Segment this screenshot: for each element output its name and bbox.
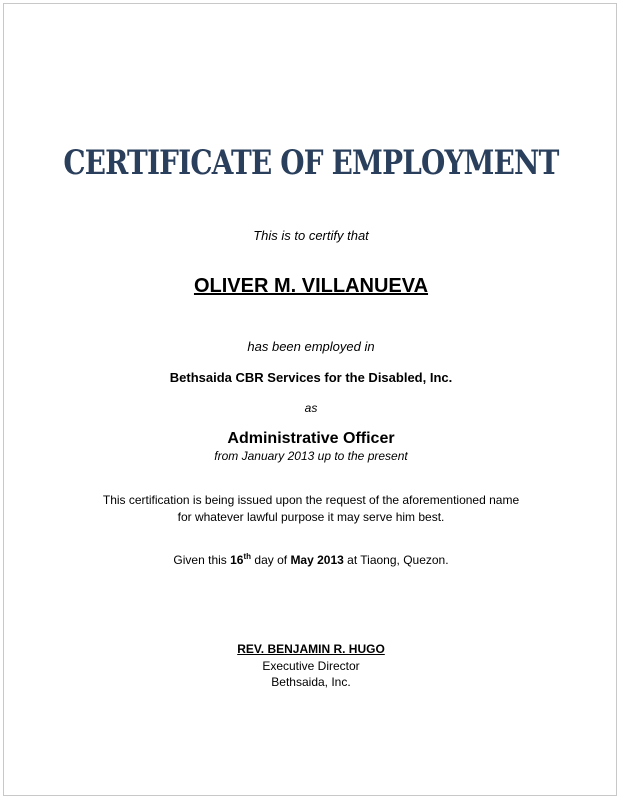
given-day	[230, 553, 251, 567]
company-name: Bethsaida CBR Services for the Disabled, Inc.	[169, 370, 453, 385]
given-month-year: May 2013	[290, 553, 344, 567]
given-middle: day of	[254, 553, 288, 567]
given-day-number: 16	[230, 553, 244, 567]
given-statement	[4, 552, 618, 567]
signatory-organization: Bethsaida, Inc.	[271, 675, 351, 689]
certificate-page	[3, 3, 617, 796]
as-text: as	[304, 401, 318, 415]
given-day-suffix: th	[243, 552, 252, 561]
given-suffix: at Tiaong, Quezon.	[347, 553, 449, 567]
certificate-title: CERTIFICATE OF EMPLOYMENT	[63, 143, 559, 183]
purpose-line-2: for whatever lawful purpose it may serve him best.	[177, 510, 445, 524]
given-prefix: Given this	[173, 553, 227, 567]
signatory-title: Executive Director	[262, 659, 360, 673]
employed-text: has been employed in	[247, 339, 375, 354]
employment-period: from January 2013 up to the present	[214, 449, 408, 463]
purpose-line-1: This certification is being issued upon the request of the aforementioned name	[102, 493, 520, 507]
intro-text: This is to certify that	[253, 228, 369, 243]
position-title: Administrative Officer	[227, 430, 395, 447]
signatory-name: REV. BENJAMIN R. HUGO	[237, 642, 385, 656]
employee-name: OLIVER M. VILLANUEVA	[193, 275, 429, 297]
